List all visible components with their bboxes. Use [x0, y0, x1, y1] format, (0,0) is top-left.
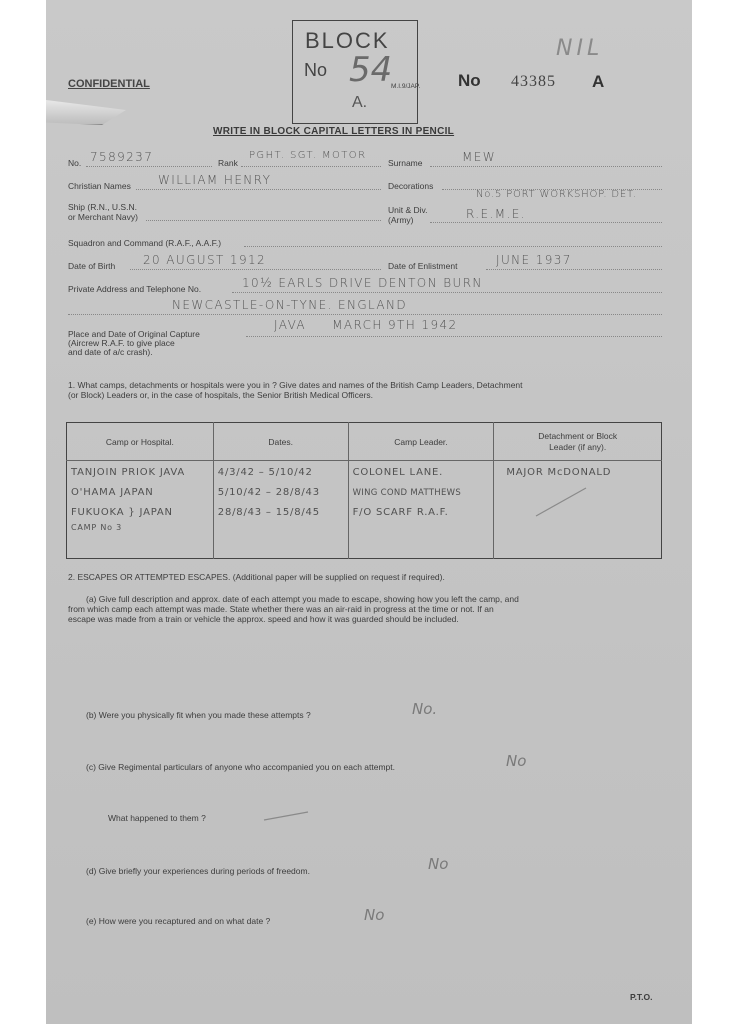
capture-label-2: (Aircrew R.A.F. to give place	[68, 338, 175, 348]
camp-cell: O'HAMA JAPAN	[71, 487, 154, 498]
ship-label-2: or Merchant Navy)	[68, 212, 138, 222]
no-label: No.	[68, 158, 82, 168]
question-1-line-2: (or Block) Leaders or, in the case of hospitals, the Senior British Medical Officers.	[68, 390, 374, 400]
camp-cell: CAMP No 3	[71, 523, 123, 532]
unit-label-2: (Army)	[388, 215, 414, 225]
form-suffix: A	[592, 72, 605, 91]
answer-2e: No	[364, 906, 385, 924]
dob-label: Date of Birth	[68, 261, 116, 271]
block-no-label: No	[304, 60, 328, 80]
col-camp-or-hospital: Camp or Hospital.	[67, 423, 214, 461]
block-letter: A.	[352, 94, 368, 111]
mi-reference: M.I.9/JAP.	[391, 83, 421, 90]
leader-cell: WING COND MATTHEWS	[352, 488, 462, 498]
answer-2d: No	[428, 855, 449, 873]
rank-label: Rank	[218, 158, 238, 168]
question-2a-line-2: from which camp each attempt was made. State whether there was an air-raid in progress at the time or not. If an	[68, 604, 494, 614]
col-camp-leader: Camp Leader.	[348, 423, 494, 461]
question-2a-line-1: (a) Give full description and approx. date of each attempt you made to escape, showing how you left the camp, and	[86, 594, 519, 604]
question-2e: (e) How were you recaptured and on what date ?	[86, 916, 271, 926]
answer-2b: No.	[412, 700, 438, 718]
address-value-1: 10½ EARLS DRIVE DENTON BURN	[242, 276, 483, 290]
surname-value: MEW	[462, 150, 497, 164]
answer-2c: No	[506, 752, 527, 770]
form-number-value: 43385	[511, 73, 556, 90]
col-dates: Dates.	[213, 423, 348, 461]
decorations-label: Decorations	[388, 181, 434, 191]
christian-names-value: WILLIAM HENRY	[158, 173, 272, 187]
pencil-dash	[262, 806, 312, 826]
address-label: Private Address and Telephone No.	[68, 284, 202, 294]
unit-value-1: No.5 PORT WORKSHOP. DET.	[476, 189, 637, 200]
squadron-label: Squadron and Command (R.A.F., A.A.F.)	[68, 238, 222, 248]
section-2-title: 2. ESCAPES OR ATTEMPTED ESCAPES. (Additional paper will be supplied on request if required).	[68, 572, 445, 582]
pow-questionnaire-page	[46, 0, 692, 1024]
leader-cell: F/O SCARF R.A.F.	[352, 507, 449, 518]
unit-value-2: R.E.M.E.	[466, 207, 526, 221]
ship-label-1: Ship (R.N., U.S.N.	[68, 202, 137, 212]
pto-label: P.T.O.	[630, 992, 653, 1002]
dates-cell: 4/3/42 – 5/10/42	[217, 467, 313, 478]
capture-value: JAVA MARCH 9TH 1942	[274, 318, 458, 332]
nil-mark: NIL	[556, 36, 604, 61]
confidential-label: CONFIDENTIAL	[68, 78, 150, 90]
dob-value: 20 AUGUST 1912	[143, 253, 267, 267]
detachment-cell: MAJOR McDONALD	[506, 467, 612, 478]
question-2b: (b) Were you physically fit when you made these attempts ?	[86, 710, 311, 720]
enlistment-value: JUNE 1937	[496, 253, 572, 267]
camp-cell: TANJOIN PRIOK JAVA	[71, 467, 186, 478]
form-number-label: No	[458, 71, 481, 90]
instruction-heading: WRITE IN BLOCK CAPITAL LETTERS IN PENCIL	[213, 126, 455, 137]
block-no-value: 54	[349, 50, 393, 90]
capture-label-1: Place and Date of Original Capture	[68, 329, 200, 339]
unit-label-1: Unit & Div.	[388, 205, 428, 215]
address-value-2: NEWCASTLE-ON-TYNE. ENGLAND	[172, 298, 408, 312]
capture-label-3: and date of a/c crash).	[68, 347, 153, 357]
pencil-stroke	[532, 482, 592, 522]
rank-value: PGHT. SGT. MOTOR	[249, 150, 367, 161]
question-1-line-1: 1. What camps, detachments or hospitals were you in ? Give dates and names of the British Camp Leaders, Detachment	[68, 380, 523, 390]
camp-cell: FUKUOKA } JAPAN	[71, 507, 173, 518]
enlistment-label: Date of Enlistment	[388, 261, 458, 271]
leader-cell: COLONEL LANE.	[352, 467, 444, 478]
christian-names-label: Christian Names	[68, 181, 131, 191]
torn-corner	[46, 100, 126, 125]
question-2d: (d) Give briefly your experiences during periods of freedom.	[86, 866, 310, 876]
question-2a-line-3: escape was made from a train or vehicle the approx. speed and how it was guarded should be included.	[68, 614, 459, 624]
dates-cell: 5/10/42 – 28/8/43	[217, 487, 320, 498]
no-value: 7589237	[90, 150, 154, 164]
col-detachment-leader: Detachment or Block Leader (if any).	[494, 423, 662, 461]
block-label: BLOCK	[305, 28, 390, 53]
dates-cell: 28/8/43 – 15/8/45	[217, 507, 320, 518]
camps-table-header	[67, 423, 662, 461]
question-2c: (c) Give Regimental particulars of anyone who accompanied you on each attempt.	[86, 762, 395, 772]
surname-label: Surname	[388, 158, 423, 168]
question-what-happened: What happened to them ?	[108, 813, 206, 823]
